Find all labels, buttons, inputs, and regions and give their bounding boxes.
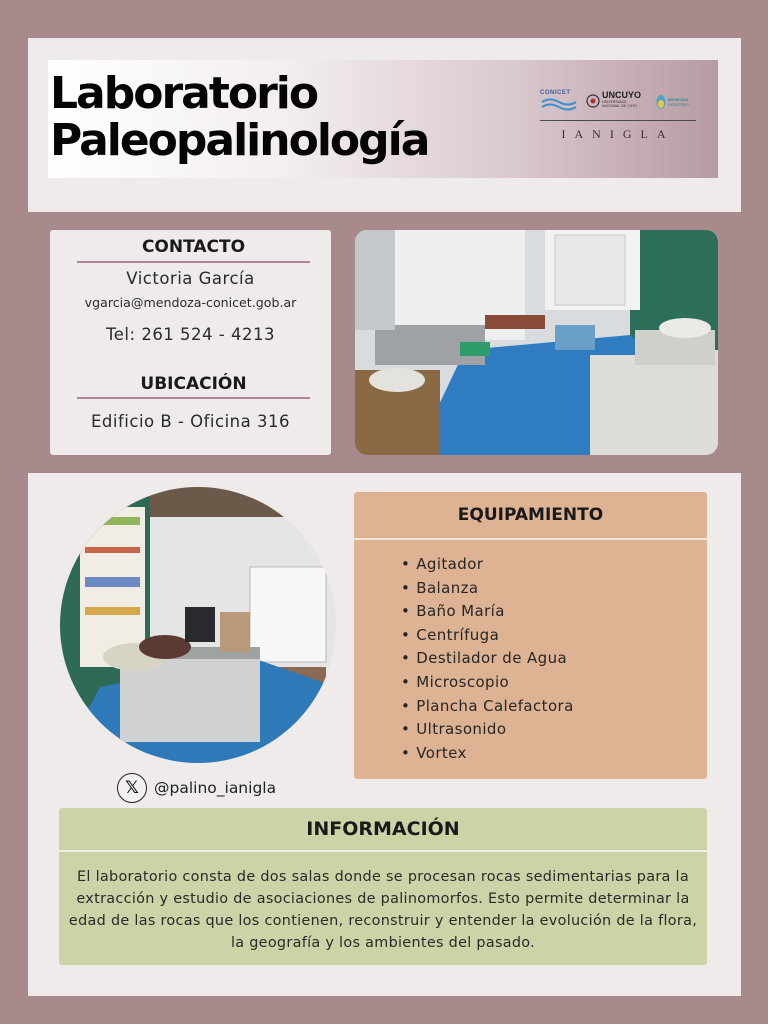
social-handle[interactable]: @palino_ianigla	[154, 779, 277, 797]
contact-email[interactable]: vgarcia@mendoza-conicet.gob.ar	[84, 295, 297, 310]
location-heading: UBICACIÓN	[140, 374, 247, 394]
list-item: • Centrífuga	[401, 624, 574, 648]
ianigla-logo: IANIGLA	[561, 127, 675, 141]
mendoza-logo: MENDOZA GOBIERNO	[656, 90, 700, 116]
page-title-line2: Paleopalinología	[50, 115, 429, 166]
list-item: • Agitador	[401, 553, 574, 577]
contact-name: Victoria García	[126, 269, 255, 288]
location-text: Edificio B - Oficina 316	[91, 412, 290, 431]
x-icon[interactable]: 𝕏	[117, 773, 147, 803]
contact-phone[interactable]: Tel: 261 524 - 4213	[106, 325, 275, 344]
contact-heading: CONTACTO	[141, 237, 246, 257]
list-item: • Microscopio	[401, 671, 574, 695]
logo-divider	[540, 120, 696, 121]
equipment-heading: EQUIPAMIENTO	[354, 492, 707, 540]
list-item: • Vortex	[401, 742, 574, 766]
list-item: • Plancha Calefactora	[401, 695, 574, 719]
list-item: • Balanza	[401, 577, 574, 601]
list-item: • Baño María	[401, 600, 574, 624]
contact-rule	[77, 261, 310, 263]
location-rule	[77, 397, 310, 399]
lab-photo-1	[355, 230, 718, 455]
equipment-list	[401, 553, 574, 765]
list-item: • Destilador de Agua	[401, 647, 574, 671]
uncuyo-logo: UNCUYO UNIVERSIDAD NACIONAL DE CUYO	[586, 90, 650, 116]
info-body: El laboratorio consta de dos salas donde se procesan rocas sedimentarias para la extracción y estudio de asociaciones de palinomorfos. Esto permite determinar la edad de las rocas que los contienen, reconstruir y entender la evolución de la flora, la geografía y los ambientes del pasado.	[68, 869, 698, 951]
conicet-logo: CONICET	[540, 90, 580, 116]
info-heading: INFORMACIÓN	[59, 808, 707, 852]
lab-photo-2	[60, 487, 336, 763]
page-title-line1: Laboratorio	[50, 68, 318, 119]
list-item: • Ultrasonido	[401, 718, 574, 742]
